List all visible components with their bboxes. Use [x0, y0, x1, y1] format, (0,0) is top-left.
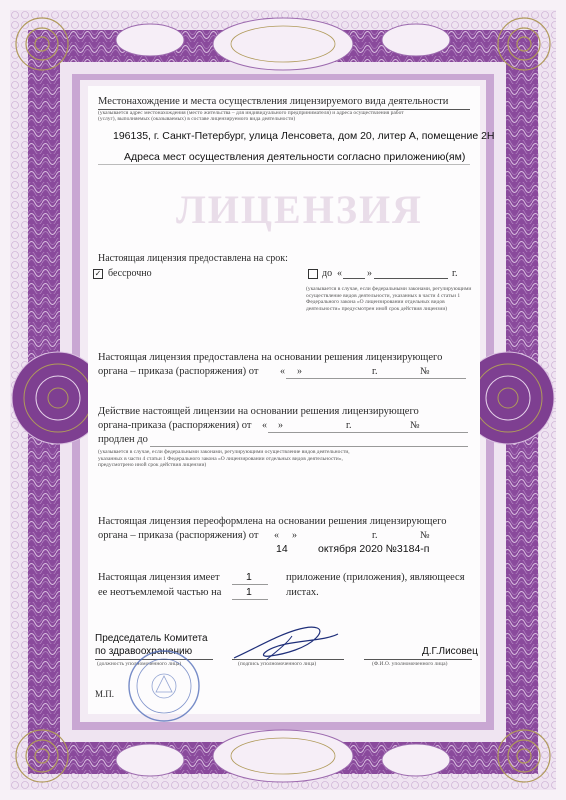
reissue-line-1: Настоящая лицензия переоформлена на основании решения лицензирующего [98, 516, 447, 527]
basis-line-1: Настоящая лицензия предоставлена на основании решения лицензирующего [98, 352, 443, 363]
extension-line-2: органа-приказа (распоряжения) от [98, 420, 252, 431]
attachments-line-1-suffix: приложение (приложения), являющееся [286, 572, 465, 583]
location-heading: Местонахождение и места осуществления лицензируемого вида деятельности [98, 96, 449, 107]
stamp-place: М.П. [95, 689, 115, 699]
extension-number: № [410, 420, 420, 431]
basis-year: г. [372, 366, 378, 377]
reissue-day: 14 [276, 543, 288, 555]
term-heading: Настоящая лицензия предоставлена на срок: [98, 253, 288, 264]
location-hint-2: (услуг), выполняемых (оказываемых) в составе лицензируемого вида деятельности) [98, 116, 296, 122]
appendix-note: Адреса мест осуществления деятельности согласно приложению(ям) [124, 151, 466, 163]
signer-name: Д.Г.Лисовец [422, 646, 478, 657]
until-quote-close: » [367, 268, 372, 279]
attachments-sheets: 1 [246, 586, 252, 598]
signature-hint: (подпись уполномоченного лица) [238, 661, 317, 667]
extension-line-1: Действие настоящей лицензии на основании решения лицензирующего [98, 406, 419, 417]
extension-hint: (указывается в случае, если федеральными законами, регулирующими осуществление видов деятельности, указанных в части 4 статьи 1 Федерального закона «О лицензировании отдельных видов деятельности», предусмотрено иной срок действия лицензии) [98, 449, 350, 468]
until-prefix: до [322, 268, 333, 279]
extension-line-3: продлен до [98, 434, 148, 445]
reissue-year: г. [372, 530, 378, 541]
until-quote-open: « [337, 268, 342, 279]
reissue-line-2: органа – приказа (распоряжения) от [98, 530, 259, 541]
until-checkbox[interactable] [308, 269, 318, 279]
indefinite-label: бессрочно [108, 268, 152, 279]
attachments-line-2-suffix: листах. [286, 587, 319, 598]
attachments-line-1-prefix: Настоящая лицензия имеет [98, 572, 220, 583]
reissue-quote-close: » [292, 530, 297, 541]
signer-position-2: по здравоохранению [95, 646, 193, 657]
watermark: ЛИЦЕНЗИЯ [176, 187, 423, 232]
location-hint-1: (указывается адрес местонахождения (место жительства – для индивидуального предпринимателя) и адреса осуществления работ [98, 110, 404, 116]
basis-line-2: органа – приказа (распоряжения) от [98, 366, 259, 377]
basis-quote-close: » [297, 366, 302, 377]
extension-quote-close: » [278, 420, 283, 431]
extension-quote-open: « [262, 420, 267, 431]
basis-number: № [420, 366, 430, 377]
until-year: г. [452, 268, 458, 279]
official-stamp [126, 648, 202, 724]
name-hint: (Ф.И.О. уполномоченного лица) [372, 661, 448, 667]
reissue-number: № [420, 530, 430, 541]
indefinite-checkbox[interactable]: ✓ [94, 269, 102, 278]
position-hint: (должность уполномоченного лица) [97, 661, 182, 667]
basis-quote-open: « [280, 366, 285, 377]
attachments-count: 1 [246, 571, 252, 583]
until-hint: (указывается в случае, если федеральными законами, регулирующими осуществление видов деятельности, указанных в части 4 статьи 1 Федерального закона «О лицензировании отдельных видов деятельности» предусмотрен иной срок действия лицензии) [306, 286, 472, 312]
handwritten-signature [226, 618, 346, 668]
address: 196135, г. Санкт-Петербург, улица Ленсовета, дом 20, литер А, помещение 2Н [113, 130, 495, 142]
reissue-quote-open: « [274, 530, 279, 541]
attachments-line-2-prefix: ее неотъемлемой частью на [98, 587, 222, 598]
reissue-date-number: октября 2020 №3184-п [318, 543, 430, 555]
signer-position-1: Председатель Комитета [95, 633, 208, 644]
extension-year: г. [346, 420, 352, 431]
